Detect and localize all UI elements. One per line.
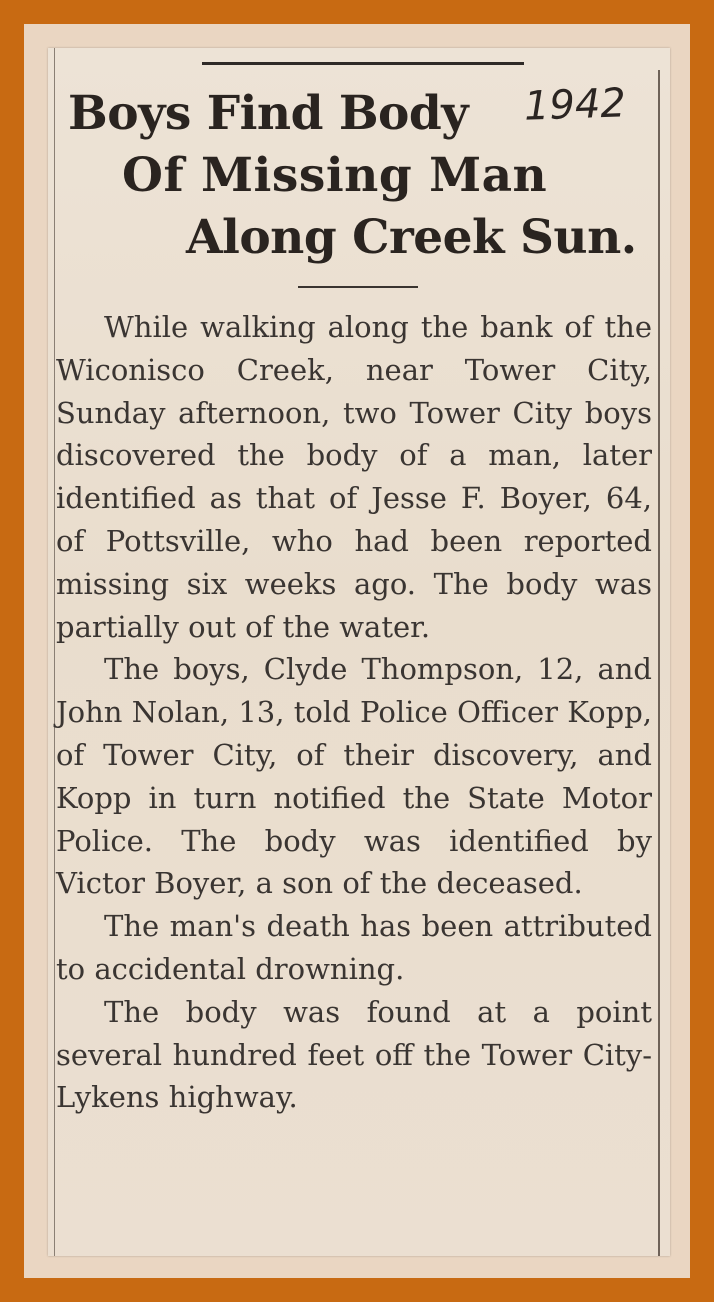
article-body [56,306,652,1119]
headline-line-2: Of Missing Man [122,148,548,203]
article-paragraph: The boys, Clyde Thompson, 12, and John Nolan, 13, told Police Officer Kopp, of Tower City, of their discovery, and Kopp in turn notified the State Motor Police. The body was identified by Victor Boyer, a son of the deceased. [56,652,652,901]
column-rule-right [658,70,660,1256]
headline-line-3: Along Creek Sun. [186,210,637,265]
article-paragraph: While walking along the bank of the Wiconisco Creek, near Tower City, Sunday afternoon, two Tower City boys discovered the body of a man, later identified as that of Jesse F. Boyer, 64, of Pottsville, who had been reported missing six weeks ago. The body was partially out of the water. [56,310,652,644]
article-paragraph: The body was found at a point several hundred feet off the Tower City-Lykens highway. [56,994,652,1115]
top-rule [202,62,524,65]
article-paragraph: The man's death has been attributed to accidental drowning. [56,909,652,986]
handwritten-year: 1942 [523,80,627,130]
column-rule-left [54,48,55,1256]
headline-divider [298,286,418,288]
headline-line-1: Boys Find Body [68,86,469,141]
